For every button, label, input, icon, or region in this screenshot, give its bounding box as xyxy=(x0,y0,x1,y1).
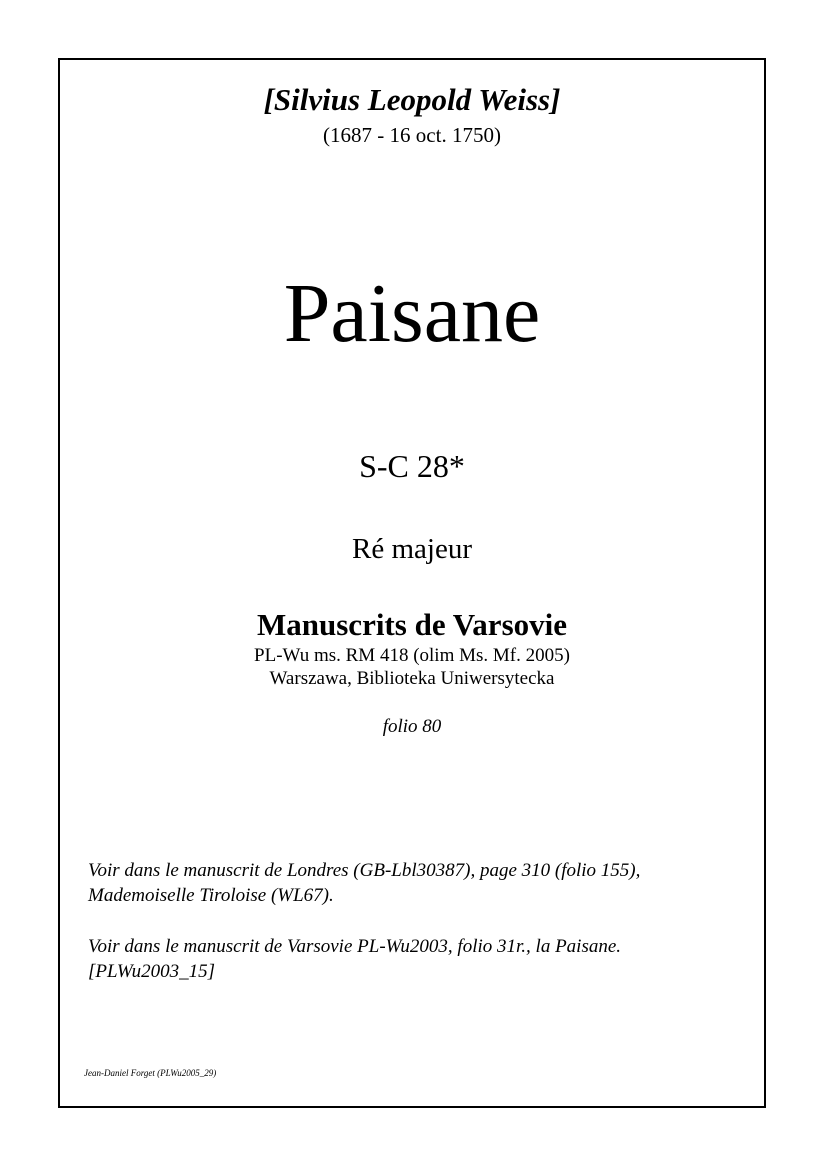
note-line: Voir dans le manuscrit de Varsovie PL-Wu2003, folio 31r., la Paisane. xyxy=(88,936,622,957)
concordance-note-london xyxy=(88,858,758,908)
source-heading: Manuscrits de Varsovie xyxy=(257,607,567,642)
source-folio: folio 80 xyxy=(382,716,442,737)
piece-key: Ré majeur xyxy=(352,533,472,565)
editor-credit: Jean-Daniel Forget (PLWu2005_29) xyxy=(84,1068,217,1078)
note-line: [PLWu2003_15] xyxy=(88,961,216,982)
note-line: Mademoiselle Tiroloise (WL67). xyxy=(88,885,334,906)
composer-name: [Silvius Leopold Weiss] xyxy=(263,82,561,117)
source-shelfmark: PL-Wu ms. RM 418 (olim Ms. Mf. 2005) xyxy=(254,645,570,666)
composer-dates: (1687 - 16 oct. 1750) xyxy=(323,123,501,147)
piece-title: Paisane xyxy=(283,267,541,360)
source-library: Warszawa, Biblioteka Uniwersytecka xyxy=(269,668,555,689)
concordance-note-warsaw xyxy=(88,934,758,984)
catalog-number: S-C 28* xyxy=(359,448,465,484)
note-line: Voir dans le manuscrit de Londres (GB-Lbl30387), page 310 (folio 155), xyxy=(88,860,641,881)
